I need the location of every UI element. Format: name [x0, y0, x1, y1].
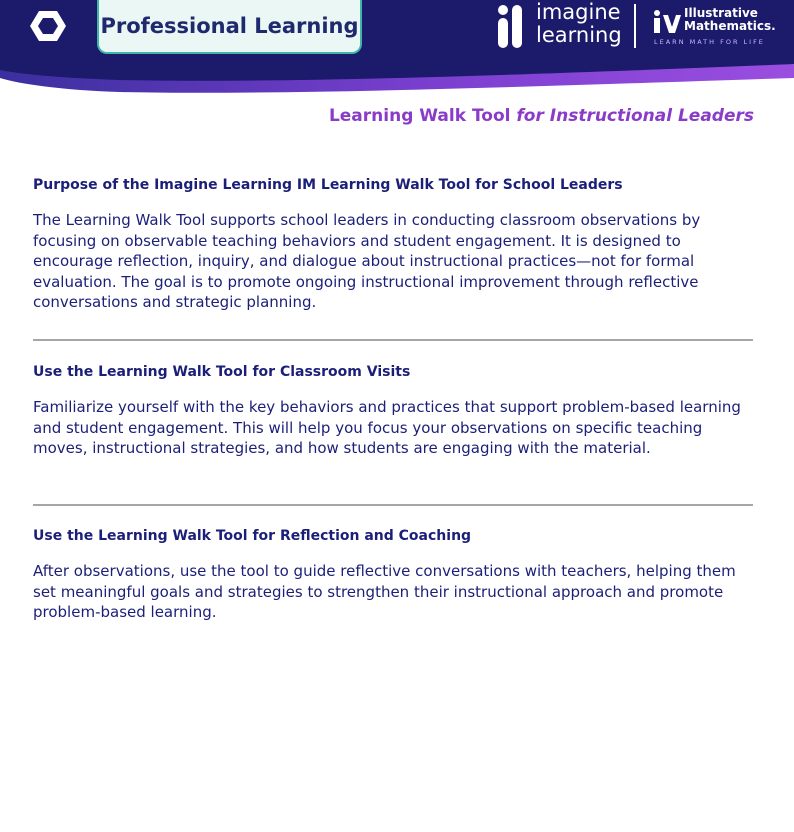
section-body: The Learning Walk Tool supports school leaders in conducting classroom observations by focusing on observable teaching behaviors and student engagement. It is designed to encourage reflection, inquiry, and dialogue about instructional practices—not for formal evaluation. The goal is to promote ongoing instructional improvement through reflective conversations and strategic planning. — [33, 211, 701, 311]
section-divider — [33, 339, 753, 341]
page-header — [0, 0, 794, 96]
illustrative-mathematics-logo-icon — [653, 9, 683, 33]
professional-learning-badge: Professional Learning — [97, 0, 362, 54]
brand-line-1: imagine — [536, 0, 621, 24]
brand-line-2: learning — [536, 23, 622, 47]
section-reflection-coaching — [33, 528, 757, 623]
section-heading: Purpose of the Imagine Learning IM Learning Walk Tool for School Leaders — [33, 177, 623, 193]
section-classroom-visits — [33, 364, 757, 459]
title-italic: for Instructional Leaders — [516, 106, 754, 126]
imagine-learning-logo-icon — [497, 4, 523, 48]
hexagon-logo-icon — [30, 10, 66, 42]
section-divider — [33, 504, 753, 506]
partner-line-1: Illustrative — [684, 6, 758, 20]
section-body: After observations, use the tool to guide reflective conversations with teachers, helping them set meaningful goals and strategies to strengthen their instructional approach and promote problem-based learning. — [33, 562, 736, 621]
partner-tagline: LEARN MATH FOR LIFE — [654, 38, 765, 46]
section-heading: Use the Learning Walk Tool for Classroom Visits — [33, 364, 411, 380]
section-purpose — [33, 177, 757, 313]
title-main: Learning Walk Tool — [328, 106, 511, 126]
section-body: Familiarize yourself with the key behaviors and practices that support problem-based learning and student engagement. This will help you focus your observations on specific teaching moves, instructional strategies, and how students are engaging with the material. — [33, 398, 741, 457]
imagine-learning-wordmark — [536, 1, 622, 47]
section-heading: Use the Learning Walk Tool for Reflection and Coaching — [33, 528, 472, 544]
document-title — [329, 106, 754, 126]
logo-divider — [634, 4, 636, 48]
partner-line-2: Mathematics. — [684, 19, 776, 33]
illustrative-mathematics-wordmark — [684, 7, 776, 33]
